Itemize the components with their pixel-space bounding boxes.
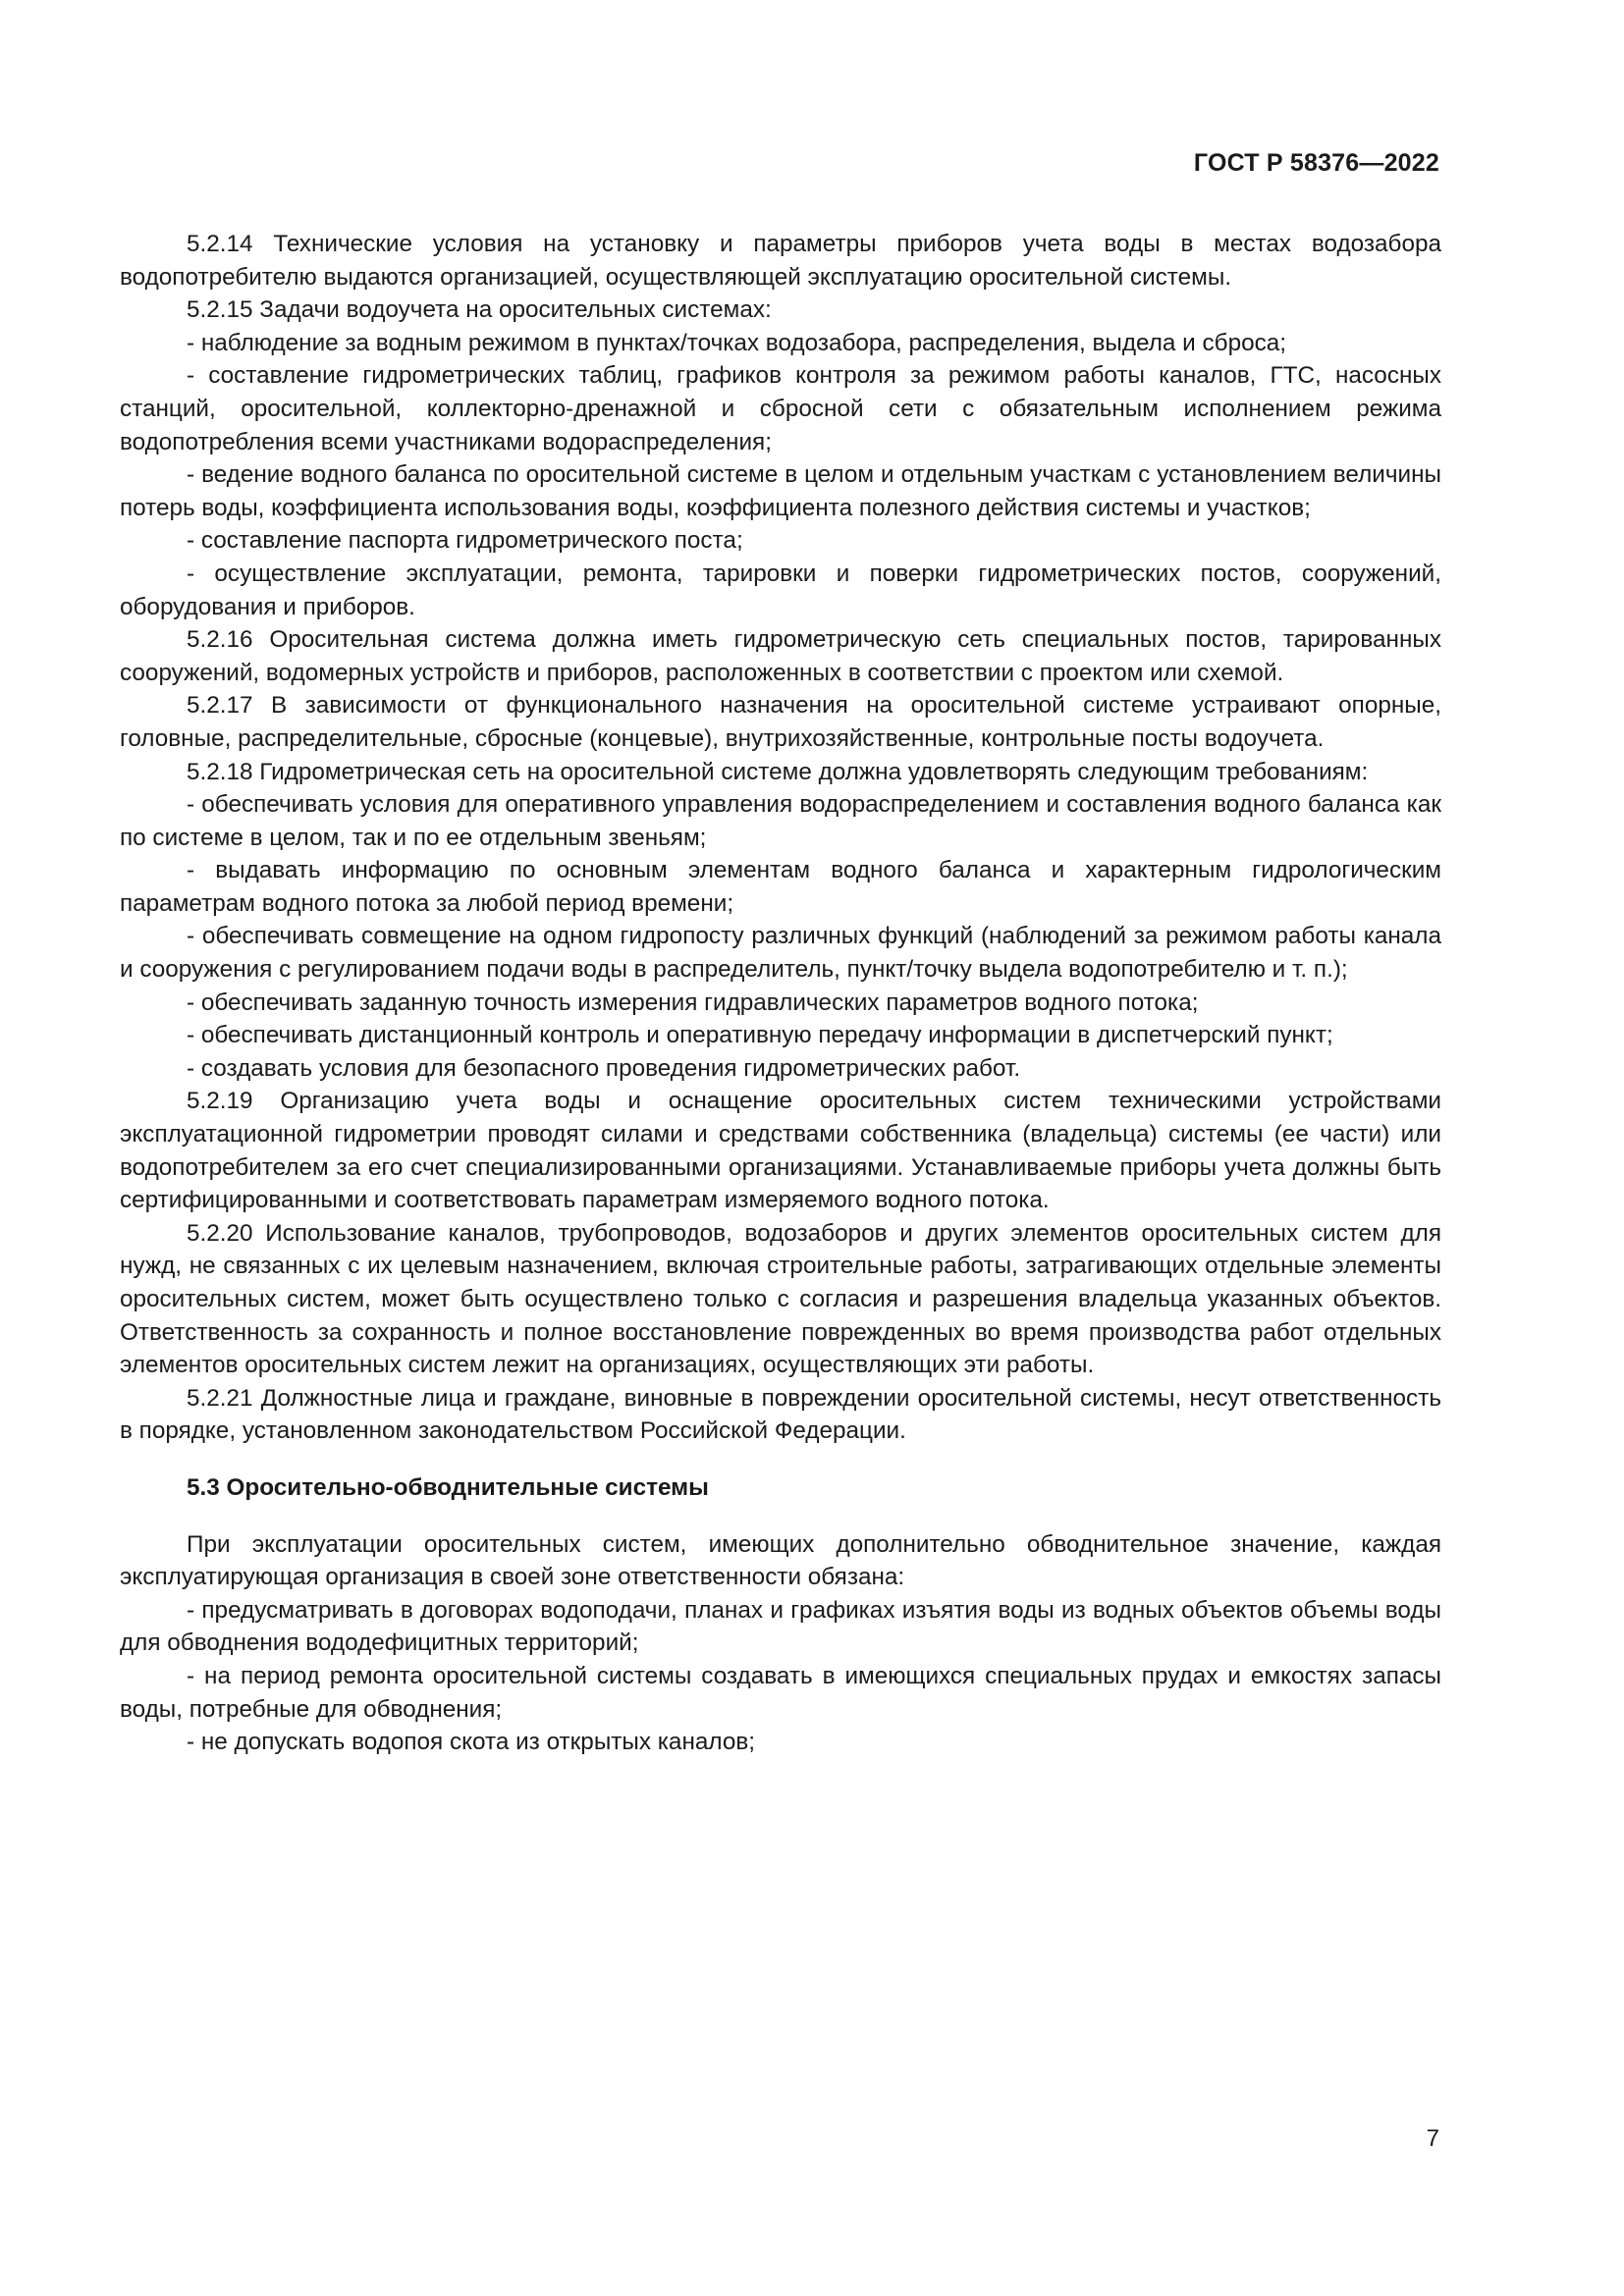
list-item: - предусматривать в договорах водоподачи, планах и графиках изъятия воды из водных объектов объемы воды для обводнения вододефицитных территорий;: [120, 1596, 1441, 1657]
list-item: - обеспечивать заданную точность измерения гидравлических параметров водного потока;: [187, 988, 1199, 1016]
list-item: - составление паспорта гидрометрического поста;: [187, 527, 743, 555]
paragraph-5-2-18: 5.2.18 Гидрометрическая сеть на оросительной системе должна удовлетворять следующим требованиям:: [187, 758, 1369, 785]
paragraph-5-2-17: 5.2.17 В зависимости от функционального назначения на оросительной системе устраивают опорные, головные, распределительные, сбросные (концевые), внутрихозяйственные, контрольные посты водоучета.: [120, 692, 1441, 752]
paragraph-5-2-21: 5.2.21 Должностные лица и граждане, виновные в повреждении оросительной системы, несут ответственность в порядке, установленном законодательством Российской Федерации.: [120, 1384, 1441, 1445]
list-item: - на период ремонта оросительной системы создавать в имеющихся специальных прудах и емкостях запасы воды, потребные для обводнения;: [120, 1662, 1441, 1723]
list-item: - обеспечивать условия для оперативного управления водораспределением и составления водного баланса как по системе в целом, так и по ее отдельным звеньям;: [120, 791, 1441, 851]
paragraph-5-2-20: 5.2.20 Использование каналов, трубопроводов, водозаборов и других элементов оросительных систем для нужд, не связанных с их целевым назначением, включая строительные работы, затрагивающих отдельные элементы оросительных систем, может быть осуществлено только с согласия и разрешения владельца указанных объектов. Ответственность за сохранность и полное восстановление поврежденных во время производства работ отдельных элементов оросительных систем лежит на организациях, осуществляющих эти работы.: [120, 1219, 1441, 1379]
paragraph-5-2-19: 5.2.19 Организацию учета воды и оснащение оросительных систем техническими устройствами эксплуатационной гидрометрии проводят силами и средствами собственника (владельца) системы (ее части) или водопотребителем за его счет специализированными организациями. Устанавливаемые приборы учета должны быть сертифицированными и соответствовать параметрам измеряемого водного потока.: [120, 1088, 1441, 1214]
list-item: - выдавать информацию по основным элементам водного баланса и характерным гидрологическим параметрам водного потока за любой период времени;: [120, 857, 1441, 917]
page-number: 7: [1426, 2125, 1439, 2152]
section-heading-5-3: 5.3 Оросительно-обводнительные системы: [187, 1473, 709, 1501]
paragraph-5-3-intro: При эксплуатации оросительных систем, имеющих дополнительно обводнительное значение, каждая эксплуатирующая организация в своей зоне ответственности обязана:: [120, 1530, 1441, 1591]
list-item: - составление гидрометрических таблиц, графиков контроля за режимом работы каналов, ГТС, насосных станций, оросительной, коллекторно-дренажной и сбросной сети с обязательным исполнением режима водопотребления всеми участниками водораспределения;: [120, 362, 1441, 455]
list-item: - осуществление эксплуатации, ремонта, тарировки и поверки гидрометрических постов, сооружений, оборудования и приборов.: [120, 560, 1441, 620]
list-item: - ведение водного баланса по оросительной системе в целом и отдельным участкам с установлением величины потерь воды, коэффициента использования воды, коэффициента полезного действия системы и участков;: [120, 461, 1441, 521]
document-body: [120, 228, 1441, 1759]
paragraph-5-2-16: 5.2.16 Оросительная система должна иметь гидрометрическую сеть специальных постов, тарированных сооружений, водомерных устройств и приборов, расположенных в соответствии с проектом или схемой.: [120, 626, 1441, 686]
list-item: - создавать условия для безопасного проведения гидрометрических работ.: [187, 1054, 1021, 1082]
list-item: - не допускать водопоя скота из открытых каналов;: [187, 1729, 755, 1756]
list-item: - наблюдение за водным режимом в пунктах/точках водозабора, распределения, выдела и сброса;: [187, 329, 1287, 356]
list-item: - обеспечивать дистанционный контроль и оперативную передачу информации в диспетчерский пункт;: [187, 1022, 1333, 1049]
paragraph-5-2-15: 5.2.15 Задачи водоучета на оросительных системах:: [187, 296, 772, 324]
document-code-header: ГОСТ Р 58376—2022: [1193, 149, 1439, 177]
paragraph-5-2-14: 5.2.14 Технические условия на установку и параметры приборов учета воды в местах водозабора водопотребителю выдаются организацией, осуществляющей эксплуатацию оросительной системы.: [120, 231, 1441, 291]
list-item: - обеспечивать совмещение на одном гидропосту различных функций (наблюдений за режимом работы канала и сооружения с регулированием подачи воды в распределитель, пункт/точку выдела водопотребителю и т. п.);: [120, 923, 1441, 984]
